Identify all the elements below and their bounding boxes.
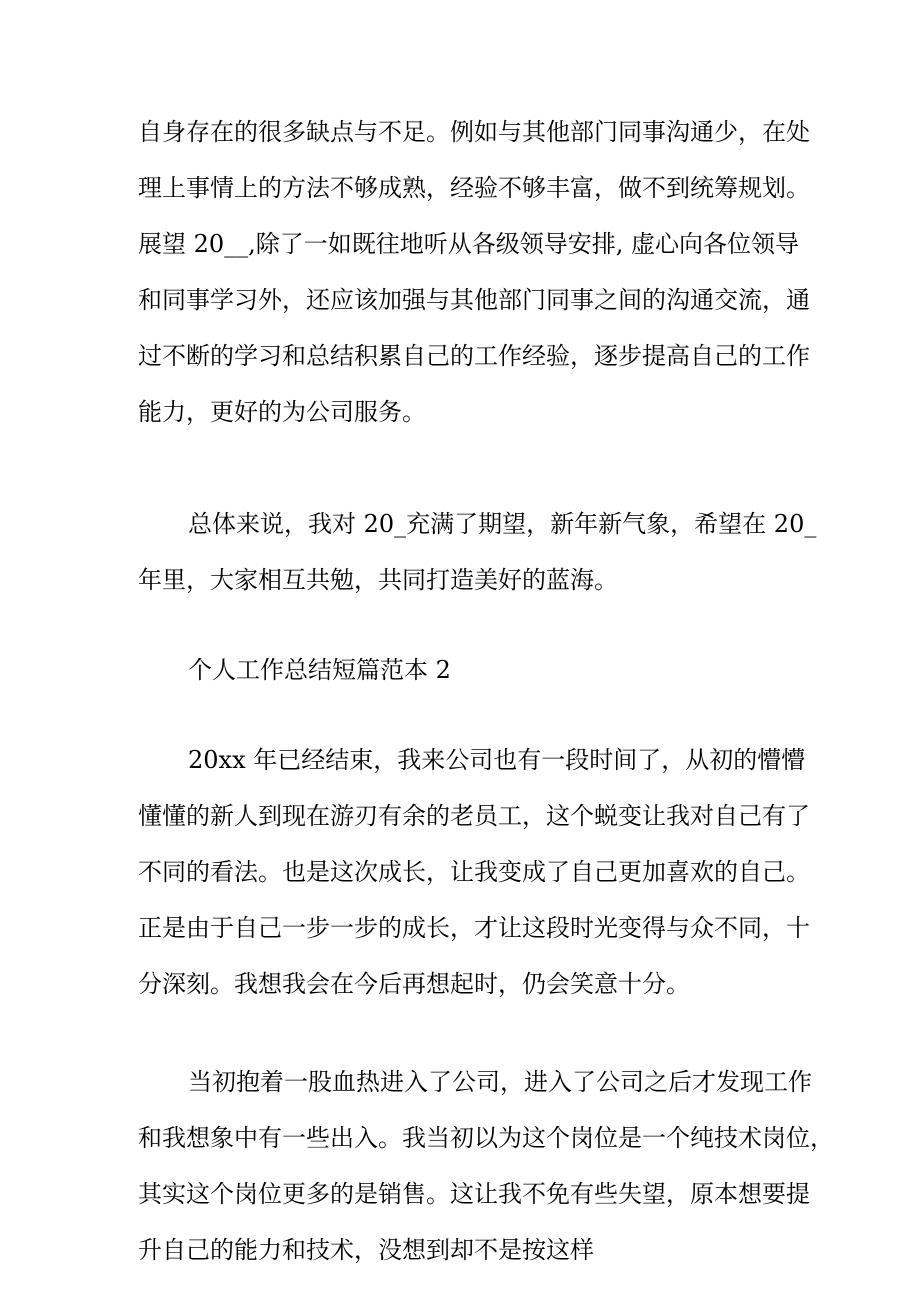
paragraph-3-line-5: 分深刻。我想我会在今后再想起时，仍会笑意十分。 xyxy=(138,970,690,998)
paragraph-1-line-6: 能力，更好的为公司服务。 xyxy=(138,398,426,426)
paragraph-4-line-4: 升自己的能力和技术，没想到却不是按这样 xyxy=(138,1236,594,1264)
paragraph-3-line-1: 20xx 年已经结束，我来公司也有一段时间了，从初的懵懵 xyxy=(188,746,806,774)
paragraph-3-line-3: 不同的看法。也是这次成长，让我变成了自己更加喜欢的自己。 xyxy=(138,858,810,886)
paragraph-1-line-2: 理上事情上的方法不够成熟，经验不够丰富，做不到统筹规划。 xyxy=(138,174,810,202)
paragraph-1-line-3: 展望 20__,除了一如既往地听从各级领导安排, 虚心向各位领导 xyxy=(138,230,800,258)
paragraph-3-line-4: 正是由于自己一步一步的成长，才让这段时光变得与众不同，十 xyxy=(138,914,810,942)
section-heading: 个人工作总结短篇范本 2 xyxy=(188,656,451,684)
paragraph-1-line-1: 自身存在的很多缺点与不足。例如与其他部门同事沟通少，在处 xyxy=(138,118,810,146)
paragraph-1-line-5: 过不断的学习和总结积累自己的工作经验，逐步提高自己的工作 xyxy=(138,342,810,370)
paragraph-2-line-1: 总体来说，我对 20_充满了期望，新年新气象，希望在 20_ xyxy=(188,510,817,538)
paragraph-1-line-4: 和同事学习外，还应该加强与其他部门同事之间的沟通交流，通 xyxy=(138,286,810,314)
paragraph-3-line-2: 懂懂的新人到现在游刃有余的老员工，这个蜕变让我对自己有了 xyxy=(138,802,810,830)
paragraph-4-line-2: 和我想象中有一些出入。我当初以为这个岗位是一个纯技术岗位， xyxy=(138,1124,834,1152)
paragraph-4-line-1: 当初抱着一股血热进入了公司，进入了公司之后才发现工作 xyxy=(188,1068,812,1096)
paragraph-4-line-3: 其实这个岗位更多的是销售。这让我不免有些失望，原本想要提 xyxy=(138,1180,810,1208)
paragraph-2-line-2: 年里，大家相互共勉，共同打造美好的蓝海。 xyxy=(138,566,618,594)
